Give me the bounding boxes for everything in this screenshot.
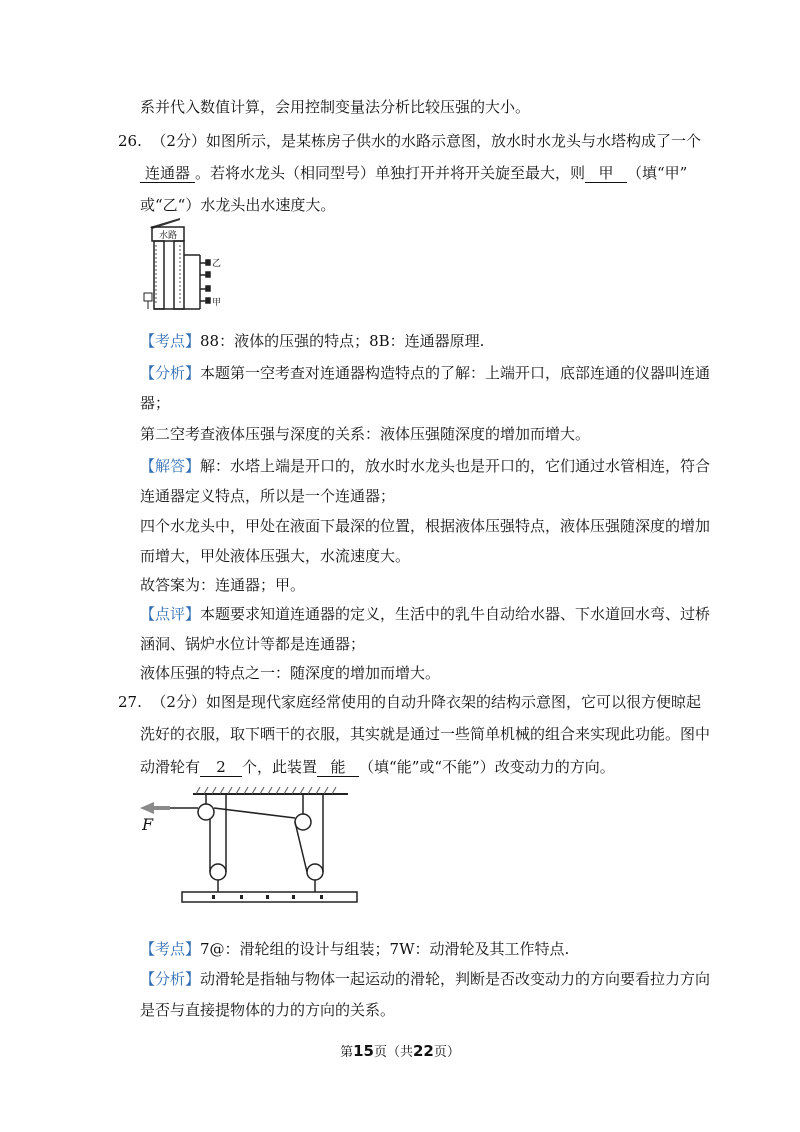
q26-line1 — [118, 131, 701, 151]
q27-fenxi-tag: 【分析】 — [140, 970, 201, 988]
page-footer — [0, 1041, 800, 1060]
q27-answer-1: 2 — [200, 758, 242, 777]
q27-line2: 洗好的衣服，取下晒干的衣服，其实就是通过一些简单机械的组合来实现此功能。图中 — [140, 725, 711, 743]
q26-dianping-1 — [140, 604, 710, 624]
label-yi: 乙 — [212, 259, 222, 269]
q26-answer-2: 甲 — [585, 164, 627, 183]
page-number: 15 — [353, 1042, 374, 1060]
label-jia: 甲 — [212, 298, 222, 308]
q26-kaodian-text: 88：液体的压强的特点；8B：连通器原理. — [200, 332, 485, 350]
q26-stem-3: （填“甲” — [627, 164, 688, 182]
q26-dianping-3: 液体压强的特点之一：随深度的增加而增大。 — [140, 664, 441, 682]
q27-stem-3: 个，此装置 — [242, 758, 318, 776]
q26-jieda-tag: 【解答】 — [140, 457, 201, 475]
q26-kaodian-tag: 【考点】 — [140, 332, 201, 350]
q26-fenxi-2: 器； — [140, 394, 171, 412]
q26-jieda-1 — [140, 456, 710, 476]
footer-mid: 页（共 — [373, 1045, 413, 1060]
q26-jieda-3: 四个水龙头中，甲处在液面下最深的位置，根据液体压强特点，液体压强随深度的增加 — [140, 517, 711, 535]
q26-kaodian — [140, 331, 484, 351]
q26-fenxi-1 — [140, 363, 710, 383]
q26-stem-2: 。若将水龙头（相同型号）单独打开并将开关旋至最大，则 — [195, 164, 586, 182]
q27-line3 — [140, 757, 615, 777]
q26-jieda-4: 而增大，甲处液体压强大，水流速度大。 — [140, 547, 411, 565]
q26-jieda-5: 故答案为：连通器；甲。 — [140, 576, 306, 594]
q27-number: 27. — [118, 693, 142, 711]
force-label: F — [142, 815, 154, 834]
q26-fenxi-3: 第二空考查液体压强与深度的关系：液体压强随深度的增加而增大。 — [140, 425, 591, 443]
pulley-rack-figure — [138, 782, 358, 910]
q26-answer-1: 连通器 — [140, 164, 195, 183]
q27-kaodian-tag: 【考点】 — [140, 940, 201, 958]
q26-line2 — [140, 163, 687, 183]
q26-jieda-text-1: 解：水塔上端是开口的，放水时水龙头也是开口的，它们通过水管相连，符合 — [200, 457, 711, 475]
q26-dianping-2: 涵洞、锅炉水位计等都是连通器； — [140, 635, 366, 653]
q26-stem-1: （2分）如图所示，是某栋房子供水的水路示意图，放水时水龙头与水塔构成了一个 — [151, 132, 701, 150]
q27-fenxi-2: 是否与直接提物体的力的方向的关系。 — [140, 1001, 396, 1019]
page-total: 22 — [413, 1042, 434, 1060]
q27-fenxi-1 — [140, 969, 710, 989]
footer-post: 页） — [433, 1045, 460, 1060]
footer-pre: 第 — [340, 1045, 354, 1060]
q26-fenxi-tag: 【分析】 — [140, 364, 201, 382]
q27-kaodian-text: 7@：滑轮组的设计与组装；7W：动滑轮及其工作特点. — [200, 940, 570, 958]
q27-kaodian — [140, 939, 569, 959]
q26-jieda-2: 连通器定义特点，所以是一个连通器； — [140, 487, 396, 505]
q26-dianping-tag: 【点评】 — [140, 605, 201, 623]
q26-line3: 或“乙“）水龙头出水速度大。 — [140, 196, 336, 214]
q27-stem-1: （2分）如图是现代家庭经常使用的自动升降衣架的结构示意图，它可以很方便晾起 — [151, 693, 701, 711]
intro-text: 系并代入数值计算，会用控制变量法分析比较压强的大小。 — [140, 98, 531, 116]
q26-dianping-text-1: 本题要求知道连通器的定义，生活中的乳牛自动给水器、下水道回水弯、过桥 — [200, 605, 711, 623]
q27-answer-2: 能 — [317, 758, 359, 777]
q26-fenxi-text-1: 本题第一空考查对连通器构造特点的了解：上端开口，底部连通的仪器叫连通 — [200, 364, 711, 382]
water-tower-figure — [140, 215, 230, 313]
q27-fenxi-text-1: 动滑轮是指轴与物体一起运动的滑轮，判断是否改变动力的方向要看拉力方向 — [200, 970, 711, 988]
force-arrow — [140, 802, 170, 814]
q26-number: 26. — [118, 132, 142, 150]
q27-stem-4: （填“能”或“不能”）改变动力的方向。 — [359, 758, 615, 776]
q27-line1 — [118, 692, 701, 712]
tower-label: 水路 — [158, 231, 178, 241]
q27-stem-2: 动滑轮有 — [140, 758, 201, 776]
